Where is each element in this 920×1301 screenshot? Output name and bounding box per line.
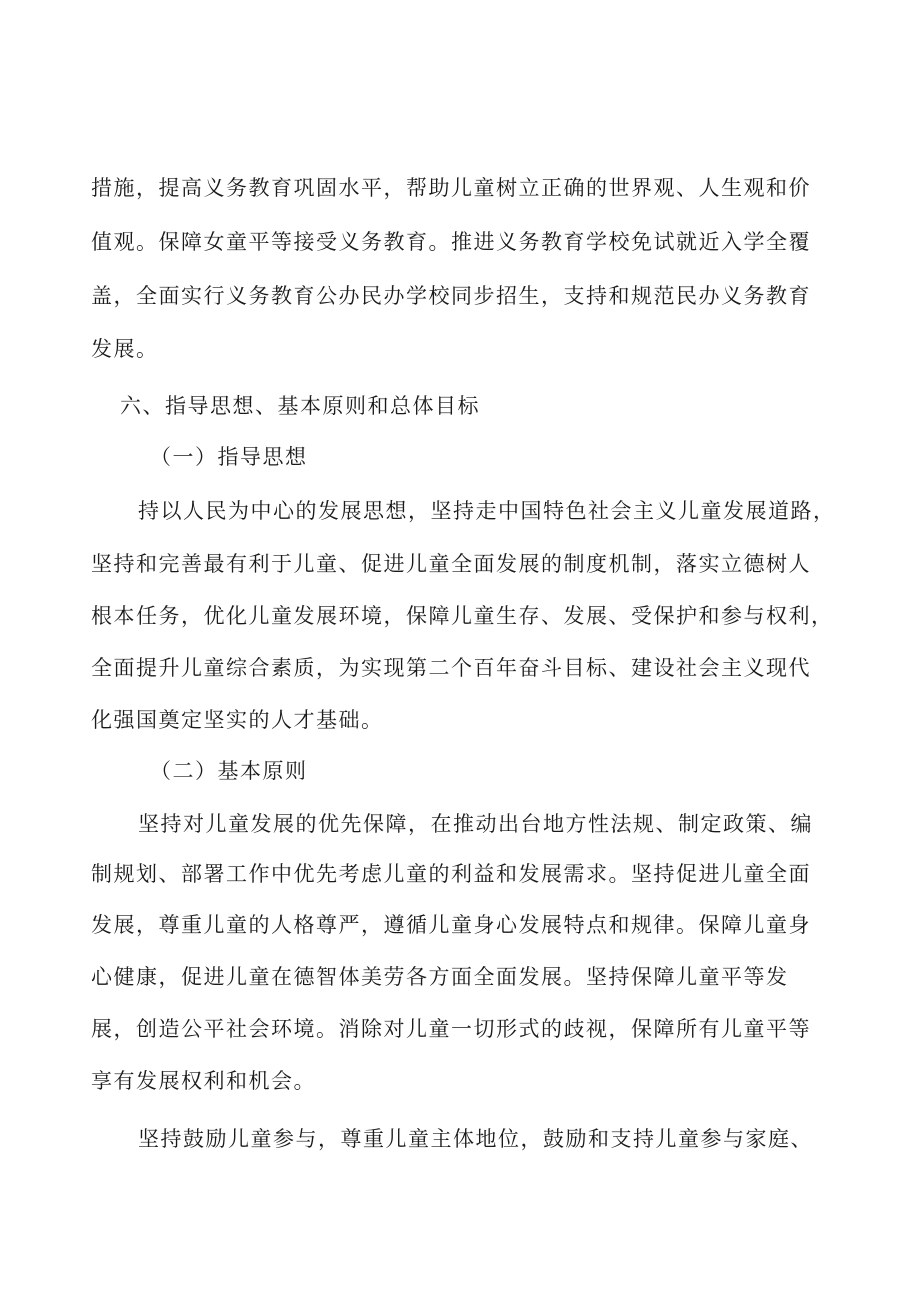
paragraph-line: 坚持和完善最有利于儿童、促进儿童全面发展的制度机制，落实立德树人	[91, 552, 811, 576]
paragraph-line: 坚持鼓励儿童参与，尊重儿童主体地位，鼓励和支持儿童参与家庭、	[138, 1127, 813, 1151]
section-heading: 六、指导思想、基本原则和总体目标	[120, 394, 480, 418]
paragraph-line: 发展，尊重儿童的人格尊严，遵循儿童身心发展特点和规律。保障儿童身	[91, 913, 811, 937]
paragraph-line: 坚持对儿童发展的优先保障，在推动出台地方性法规、制定政策、编	[138, 812, 813, 836]
paragraph-line: 持以人民为中心的发展思想，坚持走中国特色社会主义儿童发展道路，	[138, 499, 836, 523]
paragraph-line: 措施，提高义务教育巩固水平，帮助儿童树立正确的世界观、人生观和价	[91, 176, 811, 200]
paragraph-line: 展，创造公平社会环境。消除对儿童一切形式的歧视，保障所有儿童平等	[91, 1017, 811, 1041]
paragraph-line: 制规划、部署工作中优先考虑儿童的利益和发展需求。坚持促进儿童全面	[91, 862, 811, 886]
paragraph-line: 全面提升儿童综合素质，为实现第二个百年奋斗目标、建设社会主义现代	[91, 656, 811, 680]
paragraph-line: 盖，全面实行义务教育公办民办学校同步招生，支持和规范民办义务教育	[91, 284, 811, 308]
paragraph-line: 值观。保障女童平等接受义务教育。推进义务教育学校免试就近入学全覆	[91, 230, 811, 254]
paragraph-line: 化强国奠定坚实的人才基础。	[91, 708, 384, 732]
paragraph-line: 发展。	[91, 337, 159, 361]
paragraph-line: 心健康，促进儿童在德智体美劳各方面全面发展。坚持保障儿童平等发	[91, 965, 789, 989]
subsection-heading: （一）指导思想	[150, 445, 308, 469]
subsection-heading: （二）基本原则	[150, 759, 308, 783]
paragraph-line: 享有发展权利和机会。	[91, 1069, 316, 1093]
paragraph-line: 根本任务，优化儿童发展环境，保障儿童生存、发展、受保护和参与权利，	[91, 604, 834, 628]
